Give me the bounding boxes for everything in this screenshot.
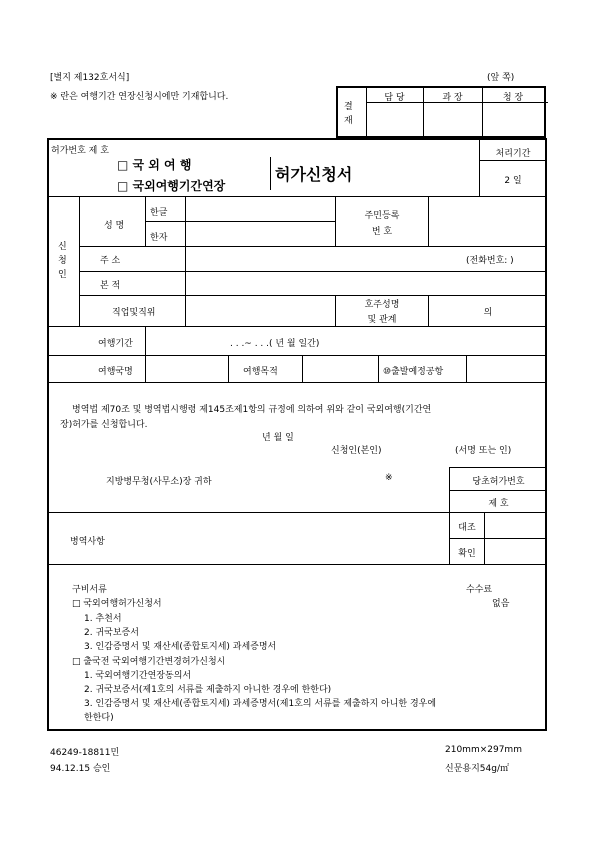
approval-date-footer: 94.12.15 승인 (50, 764, 111, 774)
name-hangul-field[interactable] (186, 197, 334, 220)
required-documents-title: 구비서류 (72, 585, 107, 595)
verify-field[interactable] (486, 513, 546, 537)
doc-group1-item: 1. 추천서 (84, 614, 122, 624)
option-travel-extension[interactable]: □ 국외여행기간연장 (117, 179, 226, 193)
front-side-label: (앞 쪽) (487, 73, 515, 83)
travel-period-field[interactable]: . . .~ . . .( 년 월 일간) (230, 339, 320, 349)
household-label-line2: 및 관계 (367, 315, 397, 325)
application-date: 년 월 일 (262, 433, 294, 443)
original-permit-label: 당초허가번호 (472, 477, 525, 487)
option-overseas-travel[interactable]: □ 국 외 여 행 (117, 158, 192, 172)
fee-label: 수수료 (466, 585, 493, 595)
military-service-label: 병역사항 (70, 537, 105, 547)
doc-group2-item: 3. 인감증명서 및 재산세(종합토지세) 과세증명서(제1호의 서류를 제출하지 아니한 경우에 (84, 699, 437, 709)
doc-group2-item: 1. 국외여행기간연장동의서 (84, 671, 192, 681)
hangul-label: 한글 (150, 208, 168, 218)
doc-group2-item: 2. 귀국보증서(제1호의 서류를 제출하지 아니한 경우에 한한다) (84, 685, 332, 695)
doc-group2-title: □ 출국전 국외여행기간변경허가신청시 (72, 657, 226, 667)
name-hanja-field[interactable] (186, 222, 334, 245)
address-field[interactable] (187, 247, 457, 270)
statement-text-line1: 병역법 제70조 및 병역법시행령 제145조제1항의 규정에 의하여 위와 같이 국외여행(기간연 (72, 405, 432, 415)
phone-label: (전화번호: ) (466, 256, 514, 266)
job-title-label: 직업및직위 (112, 308, 156, 318)
applicant-signature-label: 신청인(본인) (331, 446, 382, 456)
original-permit-value[interactable]: 제 호 (488, 499, 509, 509)
travel-period-label: 여행기간 (98, 339, 133, 349)
household-label-line1: 호주성명 (364, 300, 400, 310)
approval-col-director: 청 장 (502, 93, 524, 103)
statement-text-line2: 장)허가를 신청합니다. (60, 420, 148, 430)
processing-period-value: 2 일 (504, 176, 522, 186)
processing-period-label: 처리기간 (495, 149, 531, 159)
doc-group1-item: 2. 귀국보증서 (84, 628, 139, 638)
name-label: 성 명 (104, 221, 125, 231)
travel-purpose-field[interactable] (304, 356, 377, 381)
signature-note: (서명 또는 인) (455, 446, 512, 456)
approval-box (336, 86, 546, 138)
star-mark: ※ (385, 473, 393, 483)
fee-value: 없음 (492, 599, 510, 609)
travel-country-field[interactable] (147, 356, 227, 381)
confirm-label: 확인 (458, 549, 476, 559)
confirm-field[interactable] (486, 539, 546, 563)
job-title-field[interactable] (187, 296, 334, 325)
header-note: ※ 란은 여행기간 연장신청시에만 기재합니다. (50, 92, 229, 102)
paper-size: 210mm×297mm (445, 745, 522, 755)
departure-airport-label: ⑩출발예정공항 (383, 367, 444, 377)
rrn-label-line1: 주민등록 (364, 211, 400, 221)
domicile-field[interactable] (187, 272, 545, 295)
doc-group1-title: □ 국외여행허가신청서 (72, 599, 162, 609)
approval-col-chief: 과 장 (442, 93, 463, 103)
departure-airport-field[interactable] (468, 356, 545, 381)
rrn-label-line2: 번 호 (371, 227, 393, 237)
domicile-label: 본 적 (100, 281, 121, 291)
paper-type: 신문용지54g/㎡ (445, 764, 509, 774)
address-label: 주 소 (100, 256, 121, 266)
form-code: 46249-18811민 (50, 748, 120, 758)
addressee: 지방병무청(사무소)장 귀하 (106, 477, 212, 487)
permit-number: 허가번호 제 호 (51, 146, 109, 156)
form-title: 허가신청서 (275, 165, 353, 184)
doc-group1-item: 3. 인감증명서 및 재산세(종합토지세) 과세증명서 (84, 642, 277, 652)
doc-group2-item: 한한다) (84, 713, 114, 723)
travel-country-label: 여행국명 (98, 367, 133, 377)
form-number: [별지 제132호서식] (50, 73, 130, 83)
approval-col-staff: 담 당 (384, 93, 405, 103)
applicant-side-label: 신 청 인 (58, 242, 67, 280)
verify-label: 대조 (458, 523, 476, 533)
approval-label: 결 재 (344, 102, 353, 126)
household-relation-suffix: 의 (483, 308, 493, 318)
military-service-field[interactable] (140, 513, 448, 563)
hanja-label: 한자 (150, 233, 168, 243)
rrn-field[interactable] (429, 197, 545, 245)
travel-purpose-label: 여행목적 (243, 367, 278, 377)
